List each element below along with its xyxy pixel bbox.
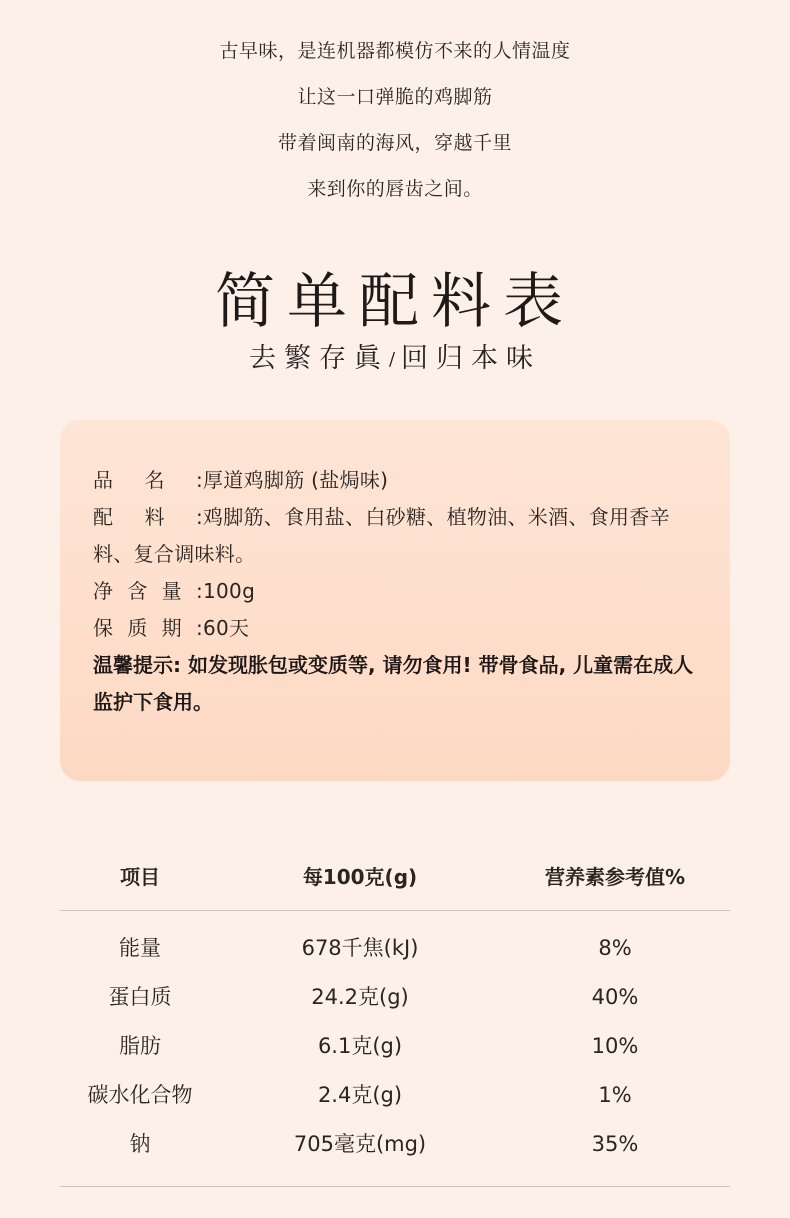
nutrition-table-header: [60, 852, 730, 902]
product-name-row: [93, 462, 698, 499]
table-divider-bottom: [60, 1186, 730, 1187]
ingredients-value: 鸡脚筋、食用盐、白砂糖、植物油、米酒、食用香辛料、复合调味料。: [93, 505, 670, 566]
intro-line: 古早味，是连机器都模仿不来的人情温度: [219, 40, 571, 62]
subtitle-separator: /: [388, 349, 402, 370]
nutrient-name: 脂肪: [119, 1034, 161, 1058]
shelf-life-label: 保质期:: [93, 616, 203, 640]
nutrient-amount: 24.2克(g): [311, 985, 409, 1009]
table-row: [60, 924, 730, 973]
header-item: 项目: [120, 865, 160, 889]
net-content-row: [93, 573, 698, 610]
nutrient-amount: 705毫克(mg): [293, 1132, 427, 1156]
page-subtitle: [0, 339, 790, 380]
warm-tip: 温馨提示: 如发现胀包或变质等, 请勿食用! 带骨食品, 儿童需在成人监护下食用。: [93, 653, 694, 714]
header-nrv: 营养素参考值%: [544, 865, 686, 889]
table-row: [60, 1120, 730, 1169]
table-row: [60, 1022, 730, 1071]
table-row: [60, 973, 730, 1022]
ingredients-row: [93, 499, 698, 573]
shelf-life-row: [93, 610, 698, 647]
nutrient-nrv: 35%: [591, 1132, 639, 1156]
nutrient-nrv: 8%: [598, 936, 632, 960]
nutrient-name: 钠: [129, 1132, 151, 1156]
net-content-label: 净含量:: [93, 579, 203, 603]
product-name-label: 品名:: [93, 468, 203, 492]
page-title: 简单配料表: [215, 267, 575, 337]
table-row: [60, 1071, 730, 1120]
product-name-value: 厚道鸡脚筋 (盐焗味): [203, 468, 389, 492]
subtitle-left: 去繁存眞: [248, 343, 389, 374]
intro-line: 来到你的唇齿之间。: [307, 178, 483, 200]
nutrient-name: 碳水化合物: [87, 1083, 193, 1107]
subtitle-right: 回归本味: [401, 343, 542, 374]
nutrient-nrv: 1%: [598, 1083, 632, 1107]
net-content-value: 100g: [203, 579, 256, 603]
nutrient-amount: 2.4克(g): [317, 1083, 403, 1107]
nutrient-nrv: 40%: [591, 985, 639, 1009]
nutrient-amount: 6.1克(g): [317, 1034, 403, 1058]
ingredients-label: 配料:: [93, 505, 203, 529]
shelf-life-value: 60天: [203, 616, 250, 640]
table-divider-top: [60, 910, 730, 911]
nutrient-name: 能量: [119, 936, 161, 960]
header-per100g: 每100克(g): [302, 865, 418, 889]
intro-line: 带着闽南的海风，穿越千里: [277, 132, 512, 154]
intro-line: 让这一口弹脆的鸡脚筋: [297, 86, 493, 108]
intro-text: [0, 28, 790, 212]
nutrient-name: 蛋白质: [108, 985, 172, 1009]
nutrient-amount: 678千焦(kJ): [301, 936, 419, 960]
nutrient-nrv: 10%: [591, 1034, 639, 1058]
nutrition-table-body: [60, 924, 730, 1169]
ingredients-card: [60, 420, 730, 781]
